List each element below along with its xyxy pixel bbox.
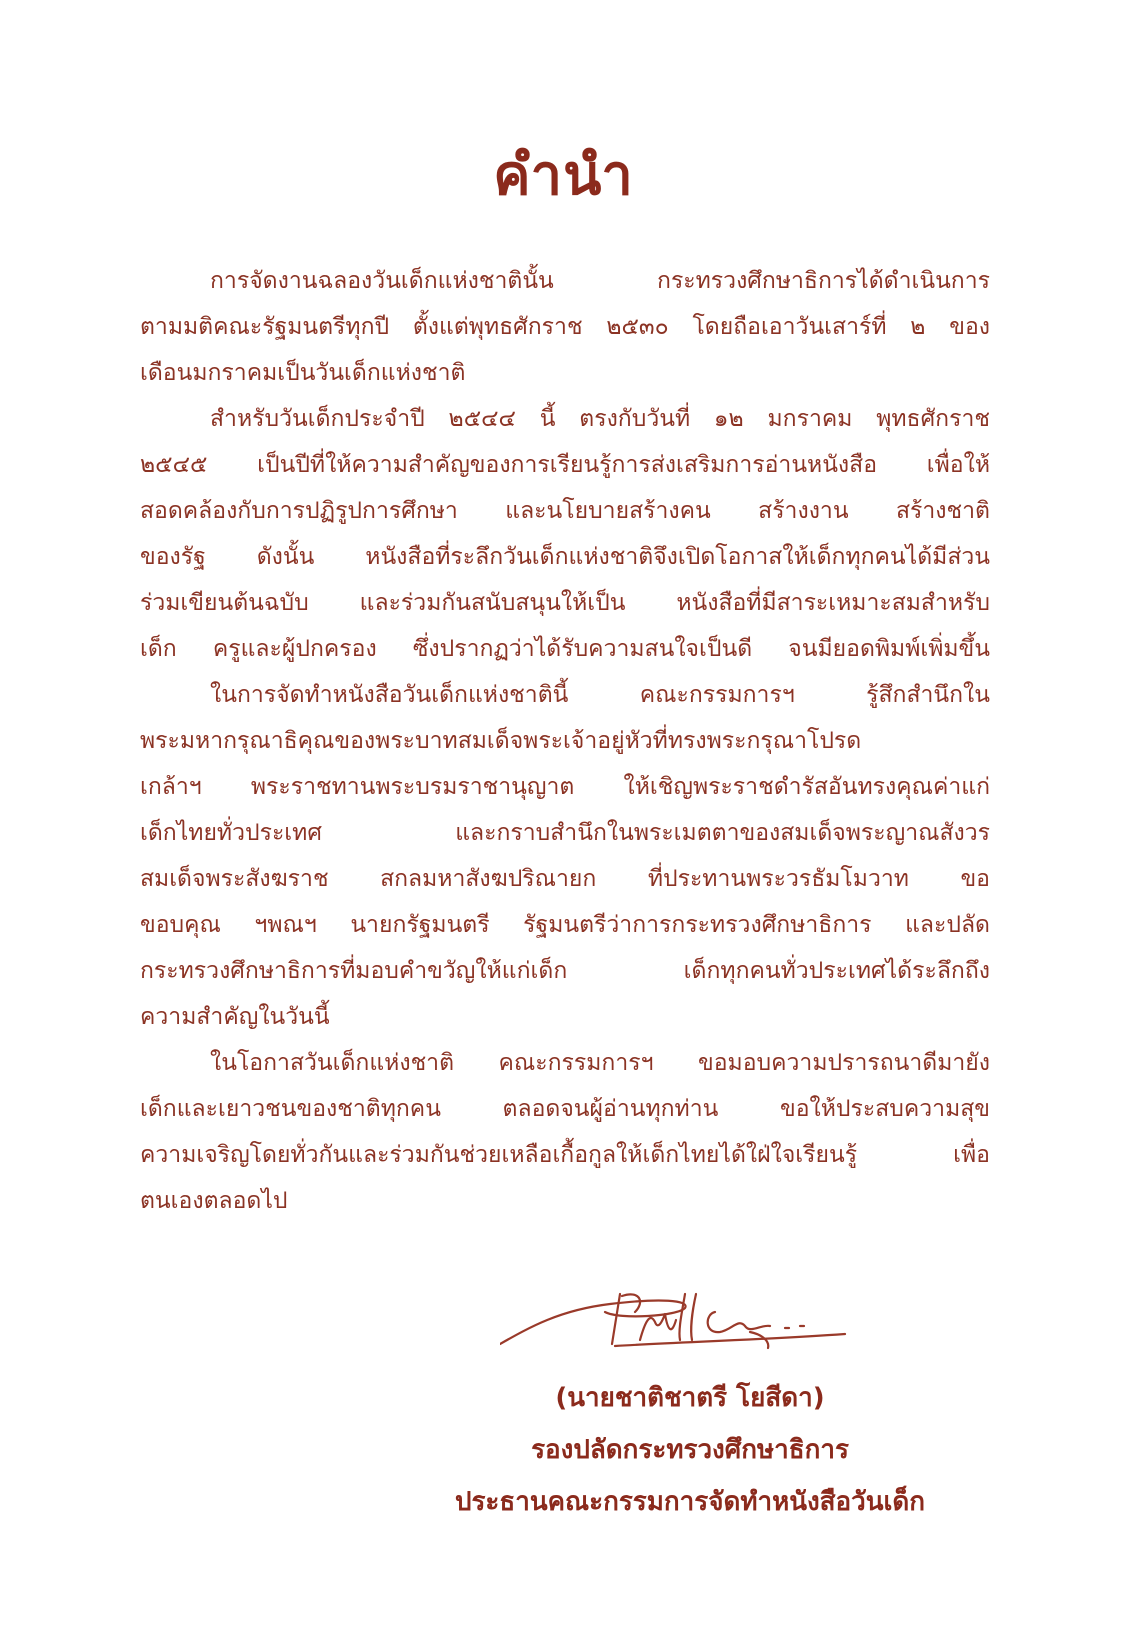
text-line: เดือนมกราคมเป็นวันเด็กแห่งชาติ xyxy=(140,360,466,386)
text-line: สอดคล้องกับการปฏิรูปการศึกษา และนโยบายสร้างคน สร้างงาน สร้างชาติ xyxy=(140,498,990,524)
text-line: ในโอกาสวันเด็กแห่งชาติ คณะกรรมการฯ ขอมอบความปรารถนาดีมายัง xyxy=(210,1050,990,1076)
text-line: ในการจัดทำหนังสือวันเด็กแห่งชาตินี้ คณะกรรมการฯ รู้สึกสำนึกใน xyxy=(210,682,990,708)
text-line: ๒๕๔๕ เป็นปีที่ให้ความสำคัญของการเรียนรู้การส่งเสริมการอ่านหนังสือ เพื่อให้ xyxy=(140,452,990,478)
text-line: พระมหากรุณาธิคุณของพระบาทสมเด็จพระเจ้าอยู่หัวที่ทรงพระกรุณาโปรด xyxy=(140,728,862,754)
text-line: สำหรับวันเด็กประจำปี ๒๕๔๔ นี้ ตรงกับวันที่ ๑๒ มกราคม พุทธศักราช xyxy=(210,406,990,432)
signatory-name: (นายชาติชาตรี โยสีดา) xyxy=(555,1383,825,1413)
signature-block xyxy=(330,1372,1050,1528)
text-line: สมเด็จพระสังฆราช สกลมหาสังฆปริณายก ที่ประทานพระวรธัมโมวาท ขอ xyxy=(140,866,990,892)
page-title: คำนำ xyxy=(493,143,634,208)
text-line: กระทรวงศึกษาธิการที่มอบคำขวัญให้แก่เด็ก เด็กทุกคนทั่วประเทศได้ระลึกถึง xyxy=(140,958,990,984)
text-line: ตามมติคณะรัฐมนตรีทุกปี ตั้งแต่พุทธศักราช ๒๕๓๐ โดยถือเอาวันเสาร์ที่ ๒ ของ xyxy=(140,314,990,340)
text-line: เด็กและเยาวชนของชาติทุกคน ตลอดจนผู้อ่านทุกท่าน ขอให้ประสบความสุข xyxy=(140,1096,990,1122)
body-text xyxy=(140,258,990,1224)
text-line: ความเจริญโดยทั่วกันและร่วมกันช่วยเหลือเกื้อกูลให้เด็กไทยได้ใฝ่ใจเรียนรู้ เพื่อ xyxy=(140,1142,990,1168)
text-line: การจัดงานฉลองวันเด็กแห่งชาตินั้น กระทรวงศึกษาธิการได้ดำเนินการ xyxy=(210,268,990,294)
signatory-position: รองปลัดกระทรวงศึกษาธิการ xyxy=(531,1435,849,1465)
text-line: เด็ก ครูและผู้ปกครอง ซึ่งปรากฏว่าได้รับความสนใจเป็นดี จนมียอดพิมพ์เพิ่มขึ้น xyxy=(140,636,990,662)
text-line: ความสำคัญในวันนี้ xyxy=(140,1004,330,1030)
text-line: เกล้าฯ พระราชทานพระบรมราชานุญาต ให้เชิญพระราชดำรัสอันทรงคุณค่าแก่ xyxy=(140,774,990,800)
handwritten-signature xyxy=(500,1282,880,1362)
text-line: เด็กไทยทั่วประเทศ และกราบสำนึกในพระเมตตาของสมเด็จพระญาณสังวร xyxy=(140,820,990,846)
text-line: ขอบคุณ ฯพณฯ นายกรัฐมนตรี รัฐมนตรีว่าการกระทรวงศึกษาธิการ และปลัด xyxy=(140,912,990,938)
signatory-role: ประธานคณะกรรมการจัดทำหนังสือวันเด็ก xyxy=(454,1487,926,1517)
text-line: ร่วมเขียนต้นฉบับ และร่วมกันสนับสนุนให้เป็น หนังสือที่มีสาระเหมาะสมสำหรับ xyxy=(140,590,990,616)
text-line: ของรัฐ ดังนั้น หนังสือที่ระลึกวันเด็กแห่งชาติจึงเปิดโอกาสให้เด็กทุกคนได้มีส่วน xyxy=(140,544,990,570)
text-line: ตนเองตลอดไป xyxy=(140,1188,288,1214)
